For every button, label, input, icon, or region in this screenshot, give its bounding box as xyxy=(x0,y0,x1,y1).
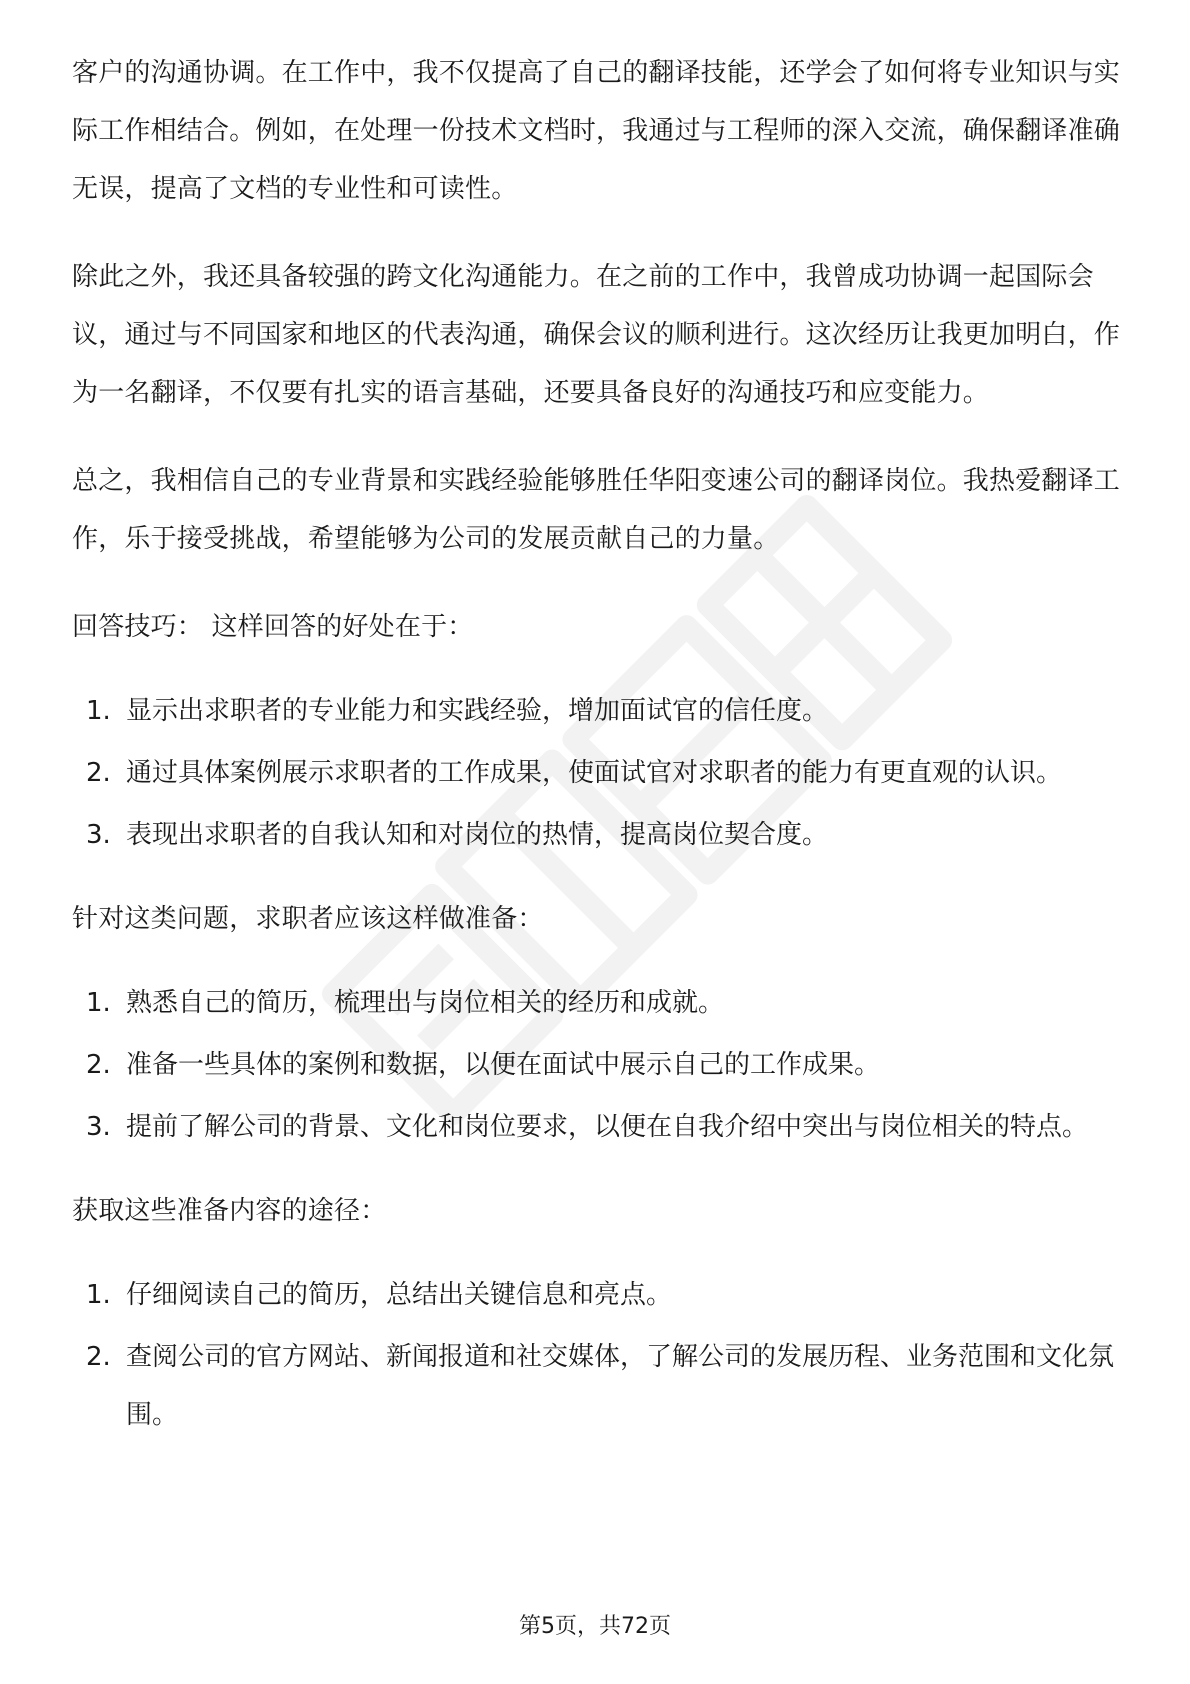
list-item: 3. 表现出求职者的自我认知和对岗位的热情，提高岗位契合度。 xyxy=(86,820,829,850)
list-item: 2. 准备一些具体的案例和数据，以便在面试中展示自己的工作成果。 xyxy=(86,1050,881,1080)
page-content xyxy=(72,44,1120,1448)
prep-list xyxy=(72,974,1120,1156)
list-item: 1. 熟悉自己的简历，梳理出与岗位相关的经历和成就。 xyxy=(86,988,725,1018)
list-item: 1. 仔细阅读自己的简历，总结出关键信息和亮点。 xyxy=(86,1280,673,1310)
sources-list xyxy=(72,1266,1120,1444)
list-item: 1. 显示出求职者的专业能力和实践经验，增加面试官的信任度。 xyxy=(86,696,829,726)
prep-heading: 针对这类问题，求职者应该这样做准备： xyxy=(72,904,544,934)
page-number: 第5页，共72页 xyxy=(519,1614,671,1639)
paragraph-conclusion: 总之，我相信自己的专业背景和实践经验能够胜任华阳变速公司的翻译岗位。我热爱翻译工作，乐于接受挑战，希望能够为公司的发展贡献自己的力量。 xyxy=(72,466,1121,554)
list-item: 2. 查阅公司的官方网站、新闻报道和社交媒体，了解公司的发展历程、业务范围和文化氛围。 xyxy=(86,1342,1115,1430)
paragraph-experience: 客户的沟通协调。在工作中，我不仅提高了自己的翻译技能，还学会了如何将专业知识与实际工作相结合。例如，在处理一份技术文档时，我通过与工程师的深入交流，确保翻译准确无误，提高了文档的专业性和可读性。 xyxy=(72,58,1121,204)
tips-list xyxy=(72,682,1120,864)
sources-heading: 获取这些准备内容的途径： xyxy=(72,1196,387,1226)
paragraph-cross-cultural: 除此之外，我还具备较强的跨文化沟通能力。在之前的工作中，我曾成功协调一起国际会议，通过与不同国家和地区的代表沟通，确保会议的顺利进行。这次经历让我更加明白，作为一名翻译，不仅要有扎实的语言基础，还要具备良好的沟通技巧和应变能力。 xyxy=(72,262,1121,408)
tips-heading: 回答技巧： 这样回答的好处在于： xyxy=(72,612,474,642)
list-item: 3. 提前了解公司的背景、文化和岗位要求，以便在自我介绍中突出与岗位相关的特点。 xyxy=(86,1112,1089,1142)
list-item: 2. 通过具体案例展示求职者的工作成果，使面试官对求职者的能力有更直观的认识。 xyxy=(86,758,1063,788)
